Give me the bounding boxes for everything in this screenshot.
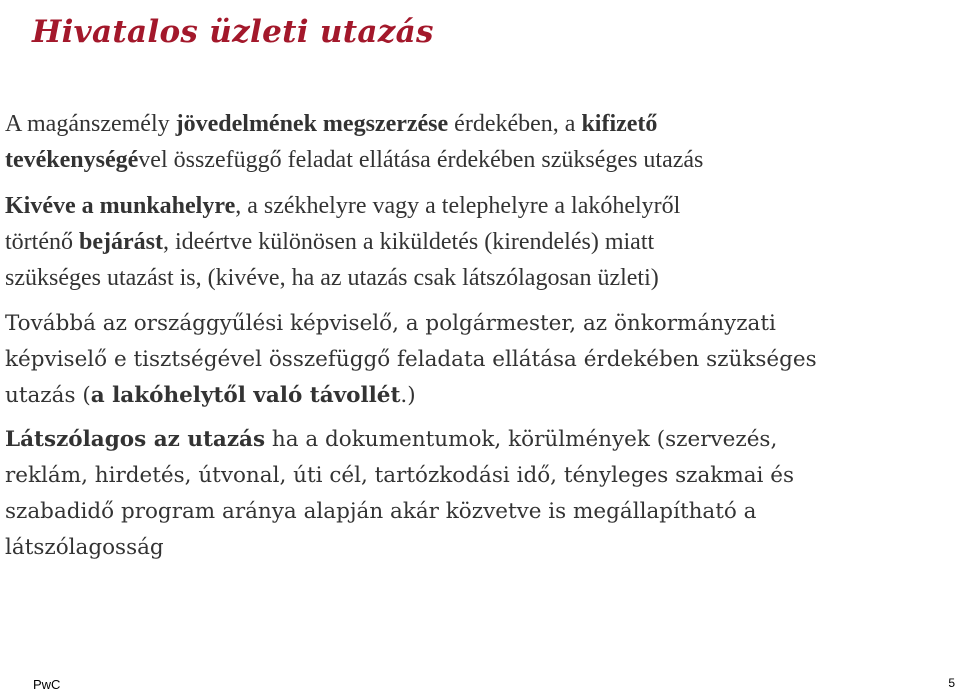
text-line: reklám, hirdetés, útvonal, úti cél, tartózkodási idő, tényleges szakmai és (5, 463, 795, 488)
text-line: szabadidő program aránya alapján akár közvetve is megállapítható a (5, 499, 757, 524)
text-run: ha a dokumentumok, körülmények (szervezés, (265, 427, 778, 452)
text-run: A magánszemély (5, 111, 176, 137)
text-line: szükséges utazást is, (kivéve, ha az utazás csak látszólagosan üzleti) (5, 265, 659, 291)
bold-term: bejárást (78, 229, 163, 255)
paragraph-representatives (5, 306, 955, 414)
text-run: , ideértve különösen a kiküldetés (kirendelés) miatt (162, 229, 655, 255)
bold-term: a lakóhelytől való távollét (90, 383, 401, 408)
paragraph-business-trip-definition (5, 106, 955, 178)
text-line (5, 142, 955, 178)
bold-term: jövedelmének megszerzése (175, 111, 449, 137)
text-run: .) (400, 383, 416, 408)
text-line (5, 106, 955, 142)
paragraph-exceptions (5, 188, 955, 296)
text-run: , a székhelyre vagy a telephelyre a lakóhelyről (235, 193, 681, 219)
bold-term: kifizető (581, 111, 658, 137)
text-run: érdekében, a (448, 111, 582, 137)
text-run: vel összefüggő feladat ellátása érdekében szükséges utazás (138, 147, 704, 173)
paragraph-apparent-trip (5, 422, 955, 566)
footer-brand: PwC (33, 677, 61, 692)
bold-term: Kivéve a munkahelyre (5, 193, 236, 219)
text-line (5, 224, 955, 260)
text-line: Továbbá az országgyűlési képviselő, a polgármester, az önkormányzati (5, 311, 776, 336)
text-line: képviselő e tisztségével összefüggő feladata ellátása érdekében szükséges (5, 347, 817, 372)
bold-term: Látszólagos az utazás (5, 427, 266, 452)
slide-title: Hivatalos üzleti utazás (32, 14, 434, 50)
text-line (5, 378, 955, 414)
text-line (5, 188, 955, 224)
text-run: történő (5, 229, 79, 255)
text-run: utazás ( (5, 383, 91, 408)
text-line (5, 422, 955, 458)
text-line: látszólagosság (5, 535, 164, 560)
bold-term: tevékenységé (5, 147, 139, 173)
page-number: 5 (948, 676, 955, 690)
